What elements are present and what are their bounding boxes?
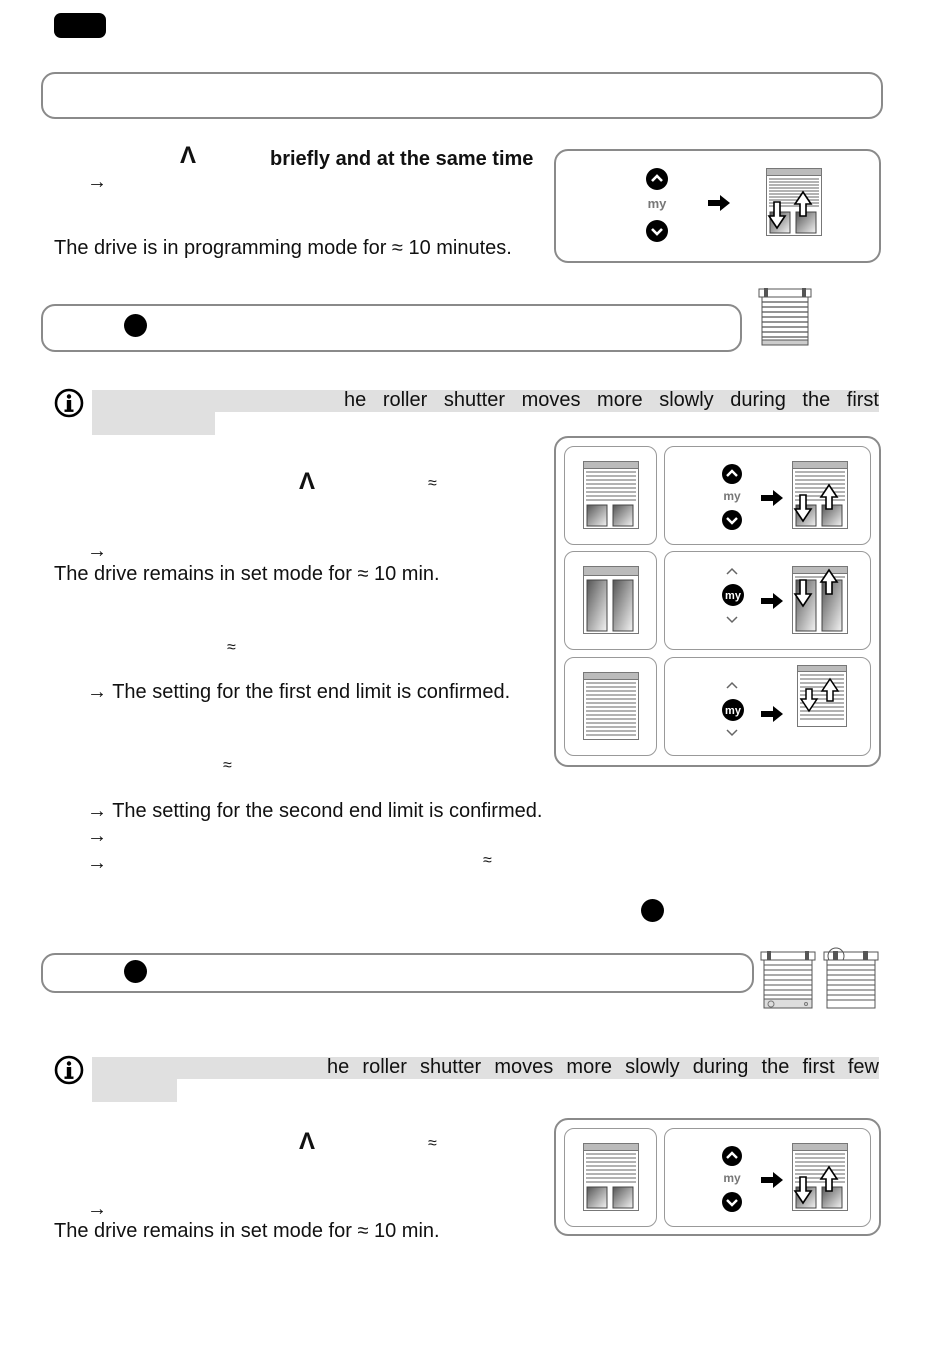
info-circle-icon <box>54 1055 84 1085</box>
instruction-bold-text: briefly and at the same time <box>270 148 534 170</box>
setting-illustration-box <box>554 436 881 767</box>
up-key-symbol: Λ <box>180 142 197 169</box>
my-label: my <box>723 1171 741 1185</box>
programming-mode-note: The drive is in programming mode for ≈ 10 minutes. <box>54 237 512 259</box>
section-3-header <box>41 953 754 993</box>
chevron-up-icon <box>725 566 739 576</box>
info-highlight <box>92 1079 177 1102</box>
result-arrow: → <box>87 540 107 562</box>
up-key-symbol: Λ <box>299 468 316 495</box>
shutter-state-cell <box>564 446 657 545</box>
roller-shutter-icon <box>792 461 848 529</box>
remote-action-cell <box>664 551 871 650</box>
approx-symbol: ≈ <box>227 639 236 656</box>
info-text: he roller shutter moves more slowly during the first <box>344 389 879 411</box>
approx-symbol: ≈ <box>223 757 232 774</box>
arrow-right-icon <box>761 490 783 506</box>
step-marker-dot <box>641 899 664 922</box>
remote-action-cell <box>664 446 871 545</box>
arrow-right-icon <box>761 1172 783 1188</box>
roller-shutter-icon <box>792 1143 848 1211</box>
arrow-right-icon <box>708 195 730 211</box>
up-key-symbol: Λ <box>299 1128 316 1155</box>
my-button-icon <box>721 583 745 607</box>
result-arrow: → <box>87 171 107 193</box>
approx-symbol: ≈ <box>428 1135 437 1152</box>
up-button-icon <box>721 463 743 485</box>
up-button-icon <box>721 1145 743 1167</box>
down-button-icon <box>646 220 668 242</box>
approx-symbol: ≈ <box>483 852 492 869</box>
chevron-down-icon <box>725 728 739 738</box>
svg-text:my: my <box>725 705 741 717</box>
my-button-icon <box>721 698 745 722</box>
remote-action-cell <box>664 1128 871 1227</box>
info-highlight <box>92 412 215 435</box>
roller-shutter-icon <box>758 288 812 346</box>
arrow-right-icon <box>761 706 783 722</box>
step-marker-dot <box>124 960 147 983</box>
approx-symbol: ≈ <box>428 475 437 492</box>
roller-shutter-icon <box>760 950 816 1010</box>
up-button-icon <box>646 168 668 190</box>
remote-action-cell <box>664 657 871 756</box>
chevron-down-icon <box>725 615 739 625</box>
result-arrow: → <box>87 825 107 847</box>
second-limit-confirmed: → The setting for the second end limit is confirmed. <box>87 800 543 822</box>
remote-illustration-3 <box>554 1118 881 1236</box>
svg-text:my: my <box>725 590 741 602</box>
roller-shutter-icon <box>766 168 822 236</box>
set-mode-note: The drive remains in set mode for ≈ 10 min. <box>54 563 440 585</box>
section-1-header <box>41 72 883 119</box>
chevron-up-icon <box>725 680 739 690</box>
roller-shutter-icon <box>797 665 847 727</box>
result-arrow: → <box>87 852 107 874</box>
first-limit-confirmed: → The setting for the first end limit is confirmed. <box>87 681 511 703</box>
roller-shutter-icon <box>792 566 848 634</box>
roller-shutter-icon <box>823 947 879 1010</box>
my-label: my <box>723 489 741 503</box>
arrow-right-icon <box>761 593 783 609</box>
down-button-icon <box>721 1191 743 1213</box>
shutter-state-cell <box>564 1128 657 1227</box>
shutter-state-cell <box>564 657 657 756</box>
info-circle-icon <box>54 388 84 418</box>
remote-illustration-1 <box>554 149 881 263</box>
my-label: my <box>647 196 667 211</box>
step-marker-dot <box>124 314 147 337</box>
page-tag <box>54 13 106 38</box>
shutter-state-cell <box>564 551 657 650</box>
info-text: he roller shutter moves more slowly during the first few <box>327 1056 879 1078</box>
down-button-icon <box>721 509 743 531</box>
result-arrow: → <box>87 1198 107 1220</box>
set-mode-note: The drive remains in set mode for ≈ 10 min. <box>54 1220 440 1242</box>
